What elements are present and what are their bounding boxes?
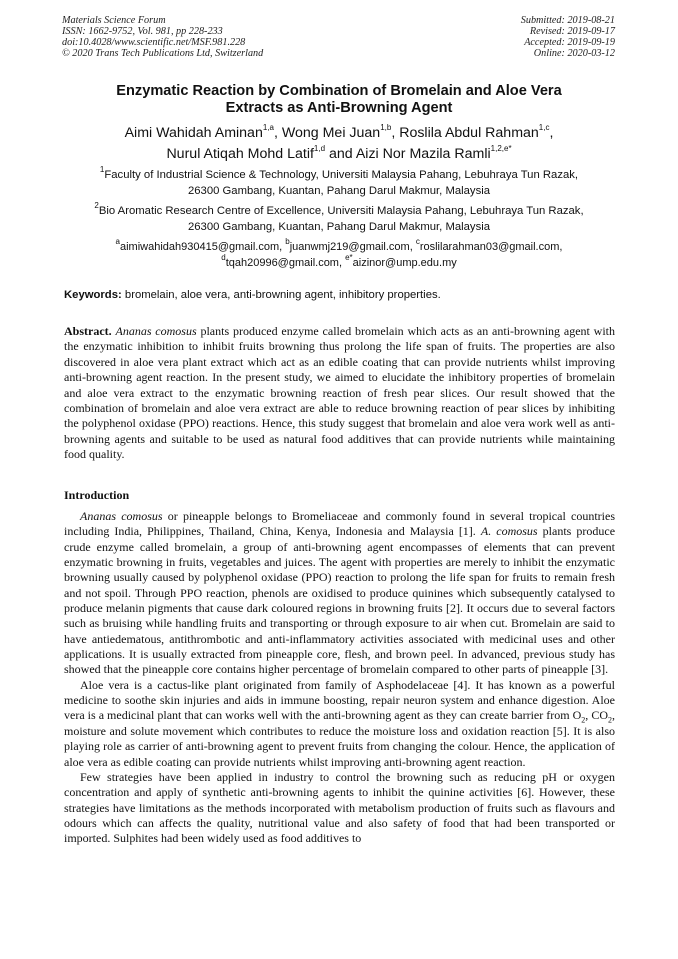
- journal-copyright: © 2020 Trans Tech Publications Ltd, Switzerland: [62, 48, 264, 59]
- section-heading-introduction: Introduction: [64, 488, 130, 502]
- journal-header-left: [62, 15, 263, 59]
- author-name: Nurul Atiqah Mohd Latif: [166, 146, 314, 162]
- author-line-1: Aimi Wahidah Aminan$^{1,a}$, Wong Mei Juan$^{1,b}$, Roslila Abdul Rahman$^{1,c}$,: [124, 123, 554, 141]
- affiliation-2-line2: 26300 Gambang, Kuantan, Pahang Darul Makmur, Malaysia: [187, 221, 491, 233]
- author-affiliation-mark: 1,b: [380, 123, 392, 133]
- subscript: 2: [581, 715, 586, 725]
- paragraph-text: Aloe vera is a cactus-like plant originated from family of Asphodelaceae [4]. It has known as a powerful medicine to soothe skin injuries and aids in immune boosting, repair neuron system and enhance digestion. Aloe vera is a medicinal plant that can works well with the anti-browning agent as they can create barrier from O: [64, 677, 615, 723]
- keywords-text: bromelain, aloe vera, anti-browning agent, inhibitory properties.: [124, 289, 441, 301]
- email-line-2: [40, 255, 638, 271]
- introduction-body: [64, 509, 615, 847]
- abstract-text: plants produced enzyme called bromelain which acts as an anti-browning agent with the enzymatic inhibition to inhibit fruits browning thus prolong the life span of fruits. The properties are also discovered in aloe vera plant extract which act as an edible coating that can provide nutrients whilst improving anti-browning agent reaction. In the present study, we aimed to elucidate the inhibitory properties of bromelain and aloe vera extract to the enzymatic browning reaction of fresh pear slices. Our result showed that the combination of bromelain and aloe vera extract are able to reduce browning reaction of pear slices by inhibiting the polyphenol oxidase (PPO) reactions. Hence, this study suggest that bromelain and aloe vera work well as anti-browning agents and suitable to be used as natural food additives that can provide nutrients while maintaining food quality.: [64, 324, 616, 462]
- date-accepted: Accepted: 2019-09-19: [524, 37, 615, 48]
- date-online: Online: 2020-03-12: [533, 48, 615, 59]
- species-name: A. comosus: [480, 524, 538, 539]
- author-emails: [40, 239, 638, 271]
- email-link[interactable]: tqah20996@gmail.com,: [225, 257, 343, 269]
- journal-name: Materials Science Forum: [62, 15, 166, 26]
- paragraph-text: , CO: [585, 708, 608, 723]
- affiliation-1-line1: [40, 167, 638, 183]
- date-revised: Revised: 2019-09-17: [529, 26, 615, 37]
- affiliation-mark: 2: [94, 201, 99, 211]
- author-conjunction: and: [329, 146, 353, 162]
- author-name: Wong Mei Juan: [281, 125, 381, 141]
- affiliation-text: Faculty of Industrial Science & Technology, Universiti Malaysia Pahang, Lebuhraya Tun Razak,: [104, 169, 579, 181]
- affiliation-mark: 1: [99, 165, 105, 175]
- email-mark: a: [115, 237, 120, 247]
- abstract: [64, 324, 615, 463]
- author-name: Aizi Nor Mazila Ramli: [355, 146, 491, 162]
- keywords-label: Keywords:: [64, 289, 122, 301]
- paragraph-text: plants produce crude enzyme called bromelain, a group of anti-browning agent encompasses of elements that can prevent enzymatic browning in fruits, vegetables and juices. The agent with properties are merely to inhibit the enzymatic browning usually caused by polyphenol oxidase (PPO) reaction to prolong the life span for fruits to remain fresh and not spoil. Through PPO reaction, phenols are oxidised to produce quinines which subsequently catalysed to produce melanin pigments that cause dark coloured regions in browning fruits [2]. It occurs due to several factors such as bruising while handling fruits and transporting or through exposure to air when cut. Bromelain are said to have antiedematous, antithrombotic and anti-inflammatory activities associated with medicinal uses and other applications. It is usually extracted from pineapple core, flesh, and brown peel. In advanced, previous study has showed that the pineapple core contains higher percentage of bromelain compared to other parts of pineapple [3].: [64, 524, 616, 677]
- email-link[interactable]: roslilarahman03@gmail.com,: [419, 241, 563, 253]
- author-line-2: [40, 144, 638, 165]
- email-mark: b: [285, 237, 290, 247]
- paper-title: [40, 83, 638, 117]
- affiliation-1-line2: 26300 Gambang, Kuantan, Pahang Darul Makmur, Malaysia: [187, 185, 491, 197]
- author-list: [40, 123, 638, 165]
- abstract-label: Abstract.: [64, 324, 112, 338]
- email-link[interactable]: aimiwahidah930415@gmail.com,: [120, 241, 283, 253]
- abstract-species: Ananas comosus: [115, 324, 197, 338]
- affiliation-2: [40, 203, 638, 235]
- journal-issn: ISSN: 1662-9752, Vol. 981, pp 228-233: [62, 26, 223, 37]
- species-name: Ananas comosus: [80, 509, 163, 523]
- introduction-paragraph-1: [64, 509, 615, 678]
- introduction-paragraph-3: Few strategies have been applied in industry to control the browning such as reducing pH or oxygen concentration and apply of synthetic anti-browning agents to inhibit the quinine activities [6]. However, these strategies have limitations as the methods incorporated with metabolism production of fruits such as flavours and odours which can affects the quality, nutritional value and also safety of food that had been transported or imported. Sulphites had been widely used as food additives to: [64, 769, 615, 846]
- email-line-1: [40, 239, 638, 255]
- paragraph-text: or pineapple belongs to Bromeliaceae and commonly found in several tropical countries including India, Philippines, Thailand, China, Kenya, Indonesia and Malaysia [1].: [64, 509, 615, 539]
- email-mark: e*: [345, 253, 353, 263]
- paper-title-line2: Extracts as Anti-Browning Agent: [225, 100, 453, 116]
- author-name: Aimi Wahidah Aminan: [124, 125, 263, 141]
- affiliation-2-line1: [40, 203, 638, 219]
- introduction-paragraph-2: [64, 678, 615, 770]
- affiliation-text: Bio Aromatic Research Centre of Excellence, Universiti Malaysia Pahang, Lebuhraya Tun Razak,: [98, 205, 584, 217]
- journal-header-right: [521, 15, 615, 59]
- paragraph-text: , moisture and solute movement which contributes to reduce the moisture loss and oxidation reaction [5]. It is also playing role as carrier of anti-browning agent to prevent fruits from changing the colour. Hence, the application of aloe vera as edible coating can provide nutrients whilst improving anti-browning agent reaction.: [64, 708, 615, 769]
- email-mark: d: [221, 253, 226, 263]
- author-name: Roslila Abdul Rahman: [399, 125, 539, 141]
- journal-doi: doi:10.4028/www.scientific.net/MSF.981.228: [62, 37, 246, 48]
- subscript: 2: [608, 715, 612, 725]
- author-affiliation-mark: 1,a: [262, 123, 274, 133]
- date-submitted: Submitted: 2019-08-21: [520, 15, 615, 26]
- keywords: [64, 288, 616, 302]
- affiliation-1: [40, 167, 638, 199]
- paper-title-line1: Enzymatic Reaction by Combination of Bromelain and Aloe Vera: [116, 83, 562, 99]
- author-affiliation-mark: 1,d: [313, 144, 326, 154]
- email-link[interactable]: aizinor@ump.edu.my: [352, 257, 457, 269]
- author-affiliation-mark: 1,c: [538, 123, 550, 133]
- email-link[interactable]: juanwmj219@gmail.com,: [289, 241, 413, 253]
- author-affiliation-mark: 1,2,e*: [490, 144, 512, 154]
- email-mark: c: [415, 237, 420, 247]
